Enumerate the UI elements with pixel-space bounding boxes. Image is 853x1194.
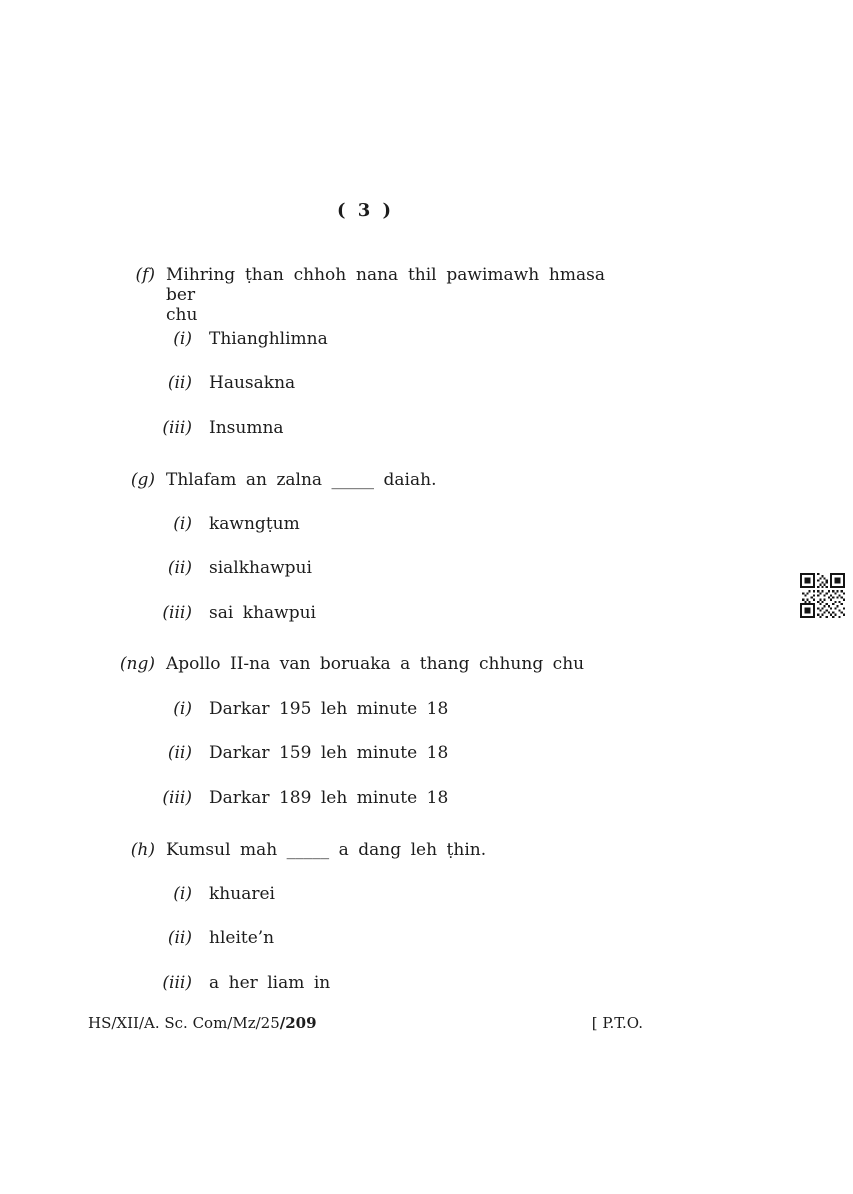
paper-code-number: /209: [279, 1014, 317, 1032]
page-number: ( 3 ): [336, 200, 395, 221]
paper-code: [88, 1013, 317, 1033]
question-row-h: [88, 840, 605, 860]
question-row-f: [88, 265, 605, 325]
qr-code: [800, 573, 845, 618]
option-text: Darkar 195 leh minute 18: [209, 699, 449, 719]
option-label: (ii): [167, 743, 192, 763]
option-row: [88, 418, 284, 438]
option-label: (i): [173, 329, 192, 349]
option-text: Thianghlimna: [209, 329, 328, 349]
option-label: (iii): [162, 418, 192, 438]
question-label: (g): [130, 470, 155, 490]
option-text: Darkar 159 leh minute 18: [209, 743, 449, 763]
option-row: [88, 373, 295, 393]
question-label: (f): [135, 265, 155, 285]
option-text: khuarei: [209, 884, 275, 904]
option-row: [88, 603, 316, 623]
option-text: a her liam in: [209, 973, 331, 993]
option-row: [88, 699, 448, 719]
question-row-g: [88, 470, 605, 490]
option-row: [88, 558, 312, 578]
option-label: (iii): [162, 603, 192, 623]
option-text: Hausakna: [209, 373, 296, 393]
option-text: kawngṭum: [209, 514, 300, 534]
option-row: [88, 928, 274, 948]
paper-code-text: HS/XII/A. Sc. Com/Mz/25: [88, 1014, 280, 1032]
option-row: [88, 884, 275, 904]
option-label: (iii): [162, 788, 192, 808]
option-row: [88, 514, 300, 534]
option-row: [88, 788, 448, 808]
option-text: sai khawpui: [209, 603, 316, 623]
question-text: [166, 265, 605, 325]
option-row: [88, 743, 448, 763]
option-row: [88, 973, 330, 993]
option-label: (iii): [162, 973, 192, 993]
question-text-line: Mihring ṭhan chhoh nana thil pawimawh hmasa ber: [166, 265, 605, 305]
question-text: Thlafam an zalna _____ daiah.: [166, 470, 437, 490]
question-row-ng: [88, 654, 605, 674]
option-text: hleite’n: [209, 928, 275, 948]
option-label: (i): [173, 514, 192, 534]
question-text: Apollo II-na van boruaka a thang chhung chu: [166, 654, 585, 674]
option-text: Insumna: [209, 418, 284, 438]
option-label: (ii): [167, 928, 192, 948]
option-label: (i): [173, 884, 192, 904]
question-text-line: chu: [166, 305, 198, 325]
question-label: (h): [130, 840, 155, 860]
option-text: Darkar 189 leh minute 18: [209, 788, 449, 808]
option-row: [88, 329, 328, 349]
option-text: sialkhawpui: [209, 558, 312, 578]
pto-label: [ P.T.O.: [591, 1014, 643, 1032]
question-label: (ng): [119, 654, 155, 674]
question-text: Kumsul mah _____ a dang leh ṭhin.: [166, 840, 487, 860]
option-label: (i): [173, 699, 192, 719]
option-label: (ii): [167, 558, 192, 578]
option-label: (ii): [167, 373, 192, 393]
